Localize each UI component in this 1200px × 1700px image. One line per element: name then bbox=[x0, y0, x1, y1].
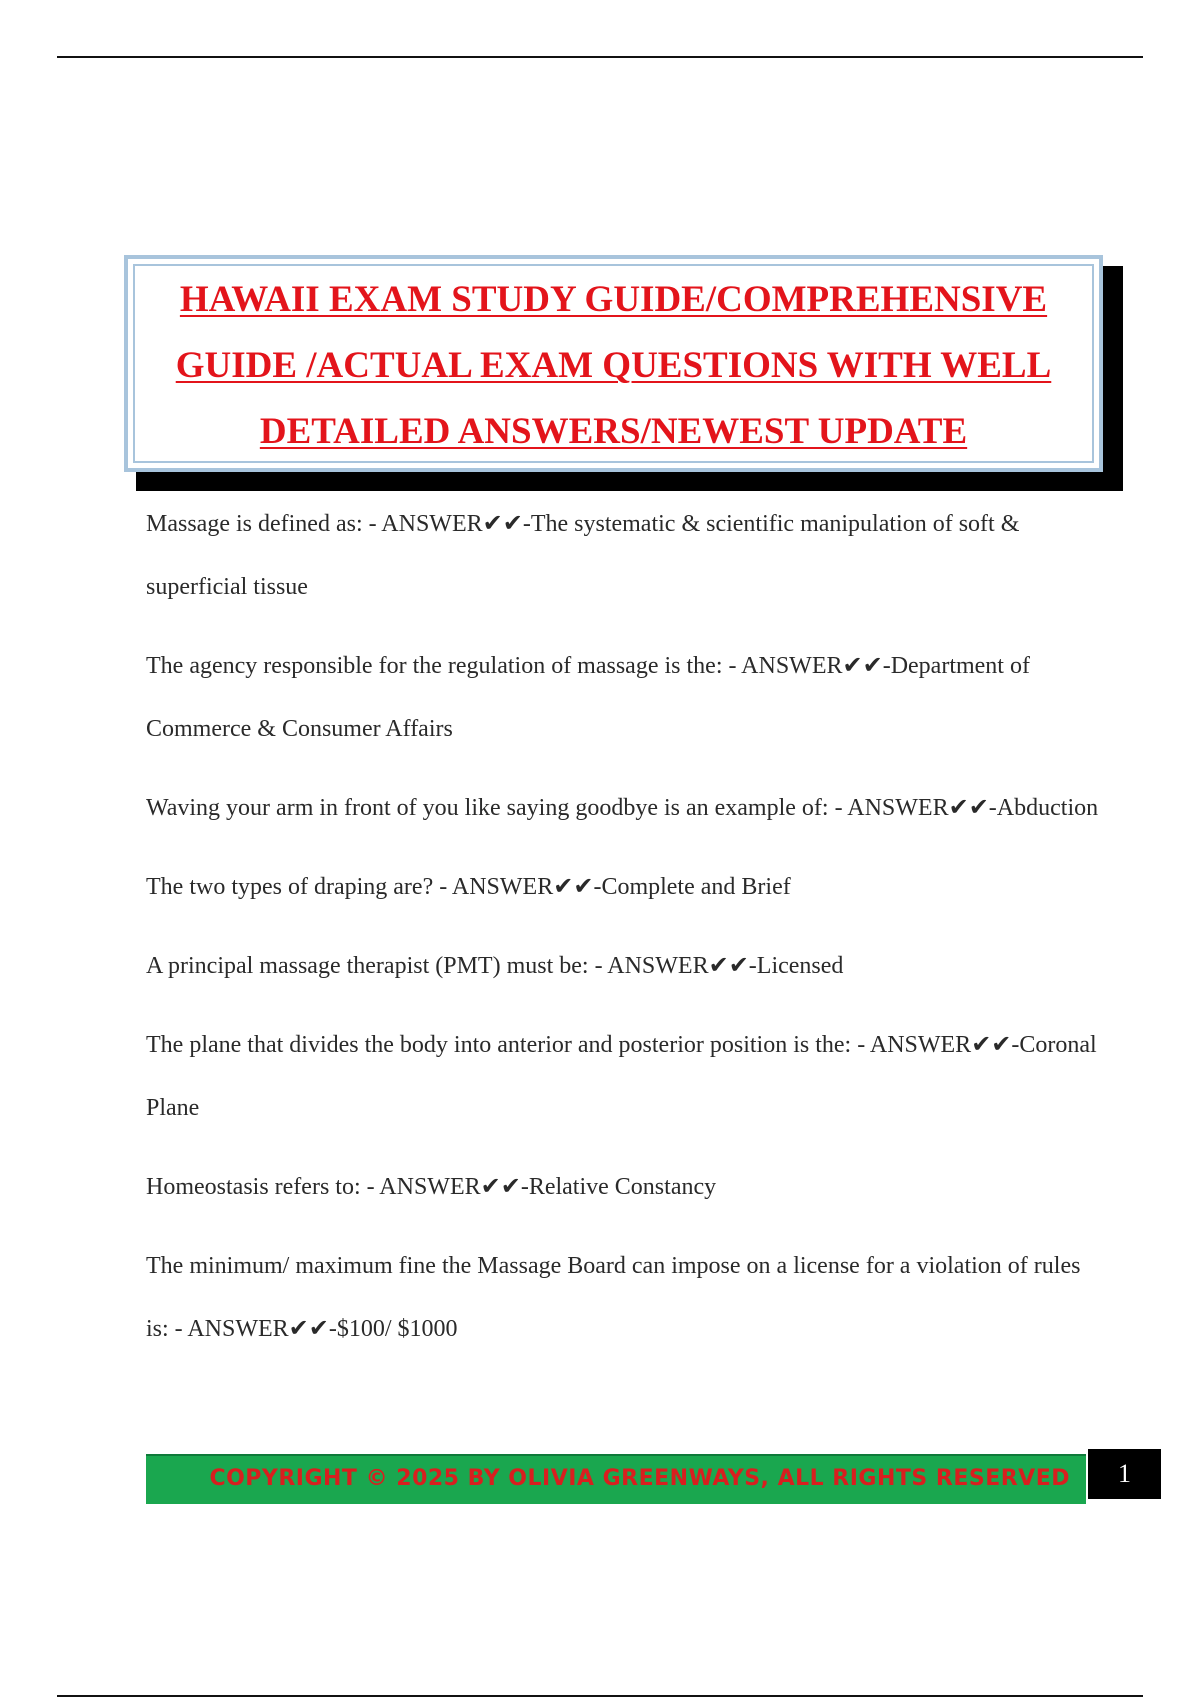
top-rule bbox=[57, 56, 1143, 58]
footer-bar bbox=[146, 1454, 1086, 1504]
qa-item: The minimum/ maximum fine the Massage Board can impose on a license for a violation of rules is: - ANSWER✔✔-$100/ $1000 bbox=[146, 1253, 1081, 1342]
qa-item: The two types of draping are? - ANSWER✔✔-Complete and Brief bbox=[146, 874, 791, 900]
bottom-rule bbox=[57, 1695, 1143, 1697]
page-number: 1 bbox=[1088, 1449, 1161, 1499]
document-title: HAWAII EXAM STUDY GUIDE/COMPREHENSIVE GUIDE /ACTUAL EXAM QUESTIONS WITH WELL DETAILED ANSWERS/NEWEST UPDATE bbox=[175, 279, 1052, 452]
copyright-notice: COPYRIGHT © 2025 BY OLIVIA GREENWAYS, ALL RIGHTS RESERVED bbox=[209, 1466, 1070, 1491]
qa-item: Massage is defined as: - ANSWER✔✔-The systematic & scientific manipulation of soft & superficial tissue bbox=[146, 511, 1020, 600]
qa-item: A principal massage therapist (PMT) must be: - ANSWER✔✔-Licensed bbox=[146, 953, 844, 979]
qa-list bbox=[146, 493, 1106, 1377]
qa-item: The plane that divides the body into anterior and posterior position is the: - ANSWER✔✔-Coronal Plane bbox=[146, 1032, 1097, 1121]
qa-item: The agency responsible for the regulation of massage is the: - ANSWER✔✔-Department of Commerce & Consumer Affairs bbox=[146, 653, 1030, 742]
title-box bbox=[124, 255, 1103, 472]
qa-item: Waving your arm in front of you like saying goodbye is an example of: - ANSWER✔✔-Abduction bbox=[146, 795, 1099, 821]
qa-item: Homeostasis refers to: - ANSWER✔✔-Relative Constancy bbox=[146, 1174, 717, 1200]
